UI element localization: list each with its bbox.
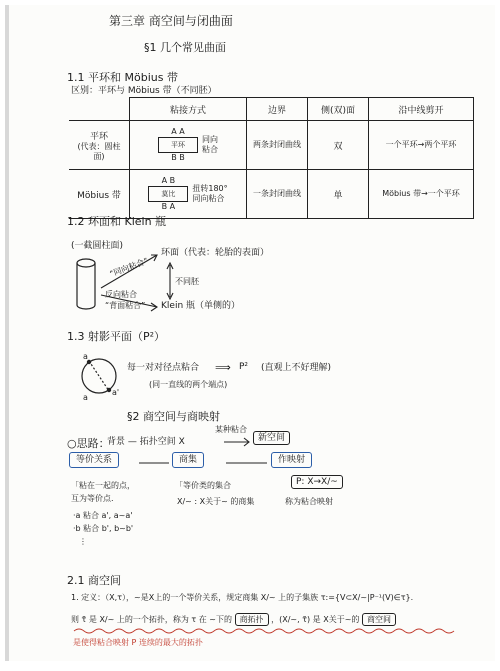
sides-cell: 单 [308, 170, 369, 219]
projective-subnote: (同一直线的两个端点) [149, 380, 228, 389]
table-header-cell: 边界 [247, 98, 308, 121]
boundary-cell: 两条封闭曲线 [247, 121, 308, 170]
glue-strip: 莫比 [148, 186, 188, 202]
map-note: 称为粘合映射 [285, 497, 333, 506]
table-header-row [69, 98, 474, 121]
projective-disk [82, 359, 116, 393]
wavy-underline [74, 629, 454, 633]
sides-cell: 双 [308, 121, 369, 170]
projective-note: (直观上不好理解) [261, 363, 332, 373]
disk-point-label: a [83, 352, 88, 361]
disk-point-label: a [83, 393, 88, 402]
projective-text: 每一对对径点粘合 [127, 363, 200, 373]
idea-result [253, 433, 290, 444]
quotient-set-label: 商集 [172, 452, 204, 468]
equiv-note: 「粘在一起的点， [71, 481, 135, 490]
quotient-space-term: 商空间 [362, 613, 396, 626]
reverse-glue-label: 反向粘合 [105, 290, 137, 299]
idea-arrow [224, 438, 249, 446]
equiv-note: ⋮ [79, 537, 87, 546]
table-header-cell: 沿中线剪开 [369, 98, 474, 121]
map-formula [291, 477, 343, 488]
chapter-title: 第三章 商空间与闭曲面 [109, 14, 233, 28]
cylinder-label: (一截圆柱面) [71, 241, 124, 251]
glue-strip: 平环 [158, 137, 198, 153]
subsection-heading-1-2: 1.2 环面和 Klein 瓶 [67, 215, 167, 228]
table-row [69, 121, 474, 170]
section-title: §1 几个常见曲面 [144, 41, 226, 54]
sentence-part: ，(X/~, τ̃) 是 X关于~的 [271, 615, 360, 624]
implies-arrow: ⟹ [215, 361, 231, 374]
subsection-heading-1-3: 1.3 射影平面（P²） [67, 330, 166, 343]
glue-bottom-labels: B B [171, 153, 185, 162]
table-row [69, 170, 474, 219]
sentence-part: 则 τ̃ 是 X/~ 上的一个拓扑，称为 τ 在 ~下的 [71, 615, 233, 624]
subsection-heading-2-1: 2.1 商空间 [67, 574, 121, 587]
new-space-bubble: 新空间 [253, 431, 290, 445]
equivalence-label: 等价关系 [69, 452, 119, 468]
torus-label: 环面（代表：轮胎的表面） [161, 248, 270, 258]
quotient-set-box [172, 455, 204, 466]
subsection-heading-1-1: 1.1 平环和 Möbius 带 [67, 71, 178, 84]
idea-text: 背景 — 拓扑空间 X [107, 437, 185, 447]
notebook-page [5, 5, 495, 661]
glue-top-labels: A A [171, 127, 185, 136]
not-homeomorphic-label: 不同胚 [175, 277, 199, 286]
idea-label: ○思路： [67, 437, 110, 450]
back-glue-label: “背面粘合” [105, 301, 146, 310]
definition-text: 1. 定义：（X,τ），~是X上的一个等价关系，规定商集 X/~ 上的子集族 τ:={V⊂X/~|P⁻¹(V)∈τ}. [71, 593, 414, 602]
table-header-cell: 粘接方式 [130, 98, 247, 121]
projective-symbol: P² [239, 362, 249, 372]
glue-method-cell [130, 170, 247, 219]
mapping-label: 作映射 [271, 452, 312, 468]
row-name: Möbius 带 [77, 190, 121, 201]
glue-method-cell [130, 121, 247, 170]
quotient-note: 「等价类的集合 [175, 481, 231, 490]
cylinder-drawing [77, 259, 95, 309]
equivalence-box [69, 455, 119, 466]
twist-label: “同向粘合” [108, 256, 150, 279]
idea-rule: 某种粘合 [215, 425, 247, 434]
glue-note: 同向粘合 [192, 194, 225, 203]
quotient-note: X/~ : X关于~ 的商集 [177, 497, 255, 506]
mapping-box [271, 455, 312, 466]
comparison-intro: 区别：平环与 Möbius 带（不同胚） [71, 86, 217, 96]
row-name-cell [69, 170, 130, 219]
row-name: 平环 [89, 131, 108, 142]
equiv-note: ·a 粘合 a', a~a' [73, 511, 133, 520]
row-name-cell [69, 121, 130, 170]
disk-point-label: a' [112, 388, 120, 397]
glue-note: 同向 [202, 135, 218, 144]
row-name-note: (代表：圆柱面) [77, 141, 121, 161]
boundary-cell: 一条封闭曲线 [247, 170, 308, 219]
glue-note: 扭转180° [192, 184, 228, 193]
klein-label: Klein 瓶（单侧的） [161, 301, 241, 311]
equiv-note: 互为等价点. [71, 494, 114, 503]
quotient-sentence [71, 615, 396, 625]
glue-note: 粘合 [202, 145, 218, 154]
glue-top-labels: A B [161, 176, 176, 185]
quotient-topology-term: 商拓扑 [235, 613, 269, 626]
map-formula-text: P: X→X/~ [291, 475, 343, 489]
red-note: 是使得粘合映射 P 连续的最大的拓扑 [73, 638, 203, 647]
table-header-cell [69, 98, 130, 121]
equiv-note: ·b 粘合 b', b~b' [73, 524, 134, 533]
glue-bottom-labels: B A [161, 202, 176, 211]
comparison-table [69, 97, 474, 219]
section2-title: §2 商空间与商映射 [127, 410, 220, 423]
cut-cell: 一个平环→两个平环 [369, 121, 474, 170]
table-header-cell: 侧(双)面 [308, 98, 369, 121]
cut-cell: Möbius 带→一个平环 [369, 170, 474, 219]
